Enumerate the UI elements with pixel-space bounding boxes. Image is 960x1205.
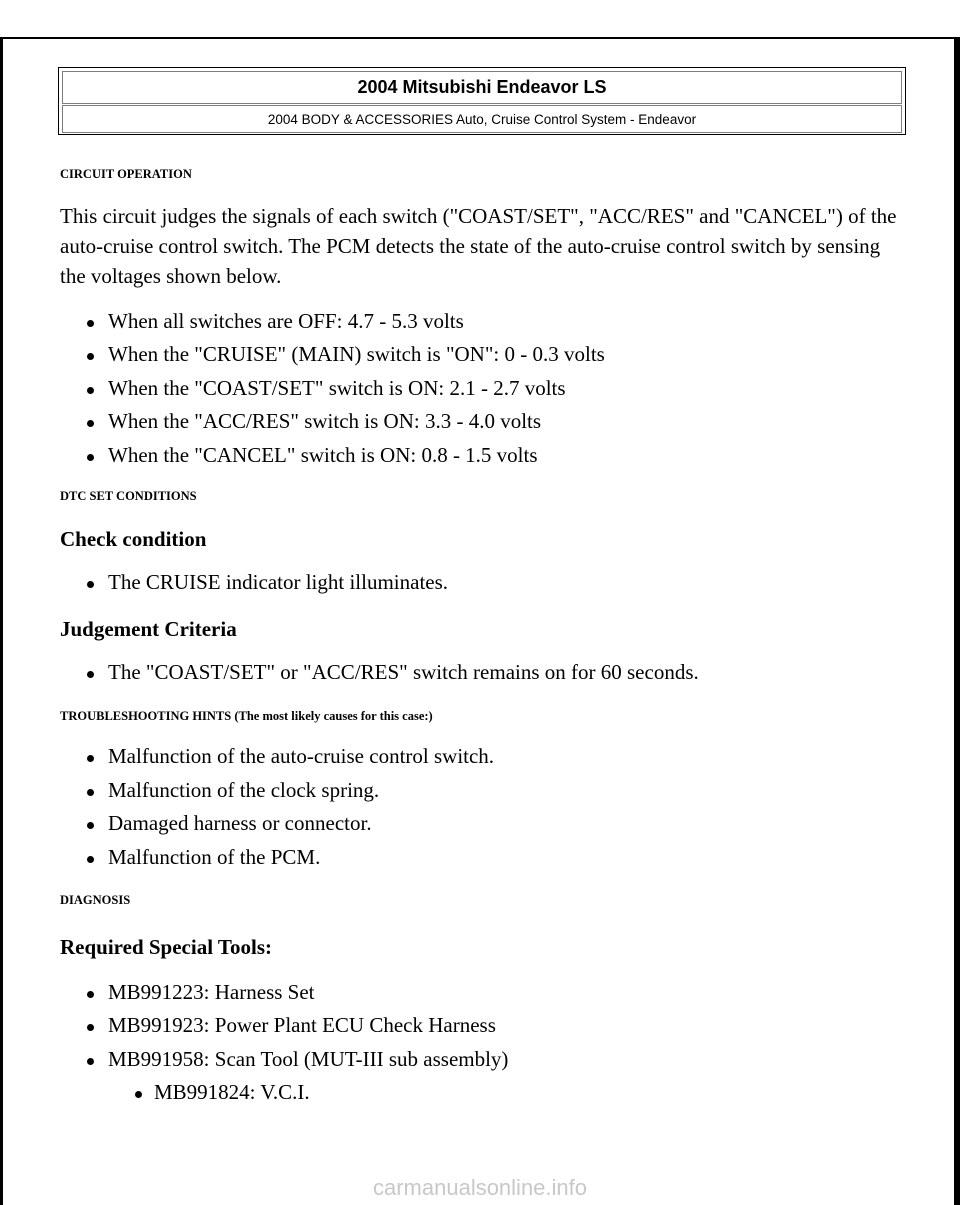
page-border-top bbox=[0, 37, 960, 39]
list-item: MB991958: Scan Tool (MUT-III sub assembly) bbox=[60, 1043, 900, 1077]
required-special-tools-heading: Required Special Tools: bbox=[60, 934, 272, 959]
bullet-icon bbox=[87, 581, 94, 588]
circuit-operation-heading: CIRCUIT OPERATION bbox=[60, 167, 192, 181]
list-item: Damaged harness or connector. bbox=[60, 807, 900, 841]
bullet-icon bbox=[87, 454, 94, 461]
bullet-icon bbox=[87, 387, 94, 394]
voltage-list bbox=[60, 305, 900, 473]
judgement-criteria-list bbox=[60, 656, 900, 690]
list-item: MB991824: V.C.I. bbox=[60, 1076, 900, 1110]
document-body bbox=[60, 168, 900, 1110]
special-tools-list bbox=[60, 976, 900, 1110]
list-item: When the "CRUISE" (MAIN) switch is "ON": 0 - 0.3 volts bbox=[60, 338, 900, 372]
list-item: Malfunction of the PCM. bbox=[60, 841, 900, 875]
check-condition-list bbox=[60, 566, 900, 600]
bullet-icon bbox=[87, 856, 94, 863]
watermark: carmanualsonline.info bbox=[372, 1175, 588, 1200]
bullet-icon bbox=[87, 353, 94, 360]
list-item: MB991923: Power Plant ECU Check Harness bbox=[60, 1009, 900, 1043]
judgement-criteria-heading: Judgement Criteria bbox=[60, 617, 237, 641]
document-header bbox=[58, 67, 906, 135]
list-item: When the "COAST/SET" switch is ON: 2.1 - 2.7 volts bbox=[60, 372, 900, 406]
bullet-icon bbox=[87, 991, 94, 998]
bullet-icon bbox=[135, 1091, 142, 1098]
list-item: The "COAST/SET" or "ACC/RES" switch remains on for 60 seconds. bbox=[60, 656, 900, 690]
bullet-icon bbox=[87, 420, 94, 427]
list-item: MB991223: Harness Set bbox=[60, 976, 900, 1010]
bullet-icon bbox=[87, 320, 94, 327]
header-subtitle: 2004 BODY & ACCESSORIES Auto, Cruise Control System - Endeavor bbox=[62, 105, 902, 133]
troubleshooting-hints-heading: TROUBLESHOOTING HINTS (The most likely causes for this case:) bbox=[60, 708, 433, 723]
bullet-icon bbox=[87, 1058, 94, 1065]
bullet-icon bbox=[87, 755, 94, 762]
list-item: When the "CANCEL" switch is ON: 0.8 - 1.5 volts bbox=[60, 439, 900, 473]
diagnosis-heading: DIAGNOSIS bbox=[60, 893, 131, 907]
circuit-operation-paragraph: This circuit judges the signals of each switch ("COAST/SET", "ACC/RES" and "CANCEL") of the auto-cruise control switch. The PCM detects the state of the auto-cruise control switch by sensing the voltages shown below. bbox=[60, 203, 897, 288]
bullet-icon bbox=[87, 822, 94, 829]
bullet-icon bbox=[87, 1024, 94, 1031]
list-item: When the "ACC/RES" switch is ON: 3.3 - 4.0 volts bbox=[60, 405, 900, 439]
dtc-set-conditions-heading: DTC SET CONDITIONS bbox=[60, 489, 197, 503]
header-title: 2004 Mitsubishi Endeavor LS bbox=[62, 71, 902, 104]
list-item: Malfunction of the clock spring. bbox=[60, 774, 900, 808]
troubleshooting-list bbox=[60, 740, 900, 874]
list-item: The CRUISE indicator light illuminates. bbox=[60, 566, 900, 600]
list-item: Malfunction of the auto-cruise control switch. bbox=[60, 740, 900, 774]
page-border-left bbox=[0, 37, 3, 1205]
page-border-right bbox=[954, 37, 960, 1205]
bullet-icon bbox=[87, 789, 94, 796]
bullet-icon bbox=[87, 671, 94, 678]
check-condition-heading: Check condition bbox=[60, 526, 207, 551]
list-item: When all switches are OFF: 4.7 - 5.3 volts bbox=[60, 305, 900, 339]
